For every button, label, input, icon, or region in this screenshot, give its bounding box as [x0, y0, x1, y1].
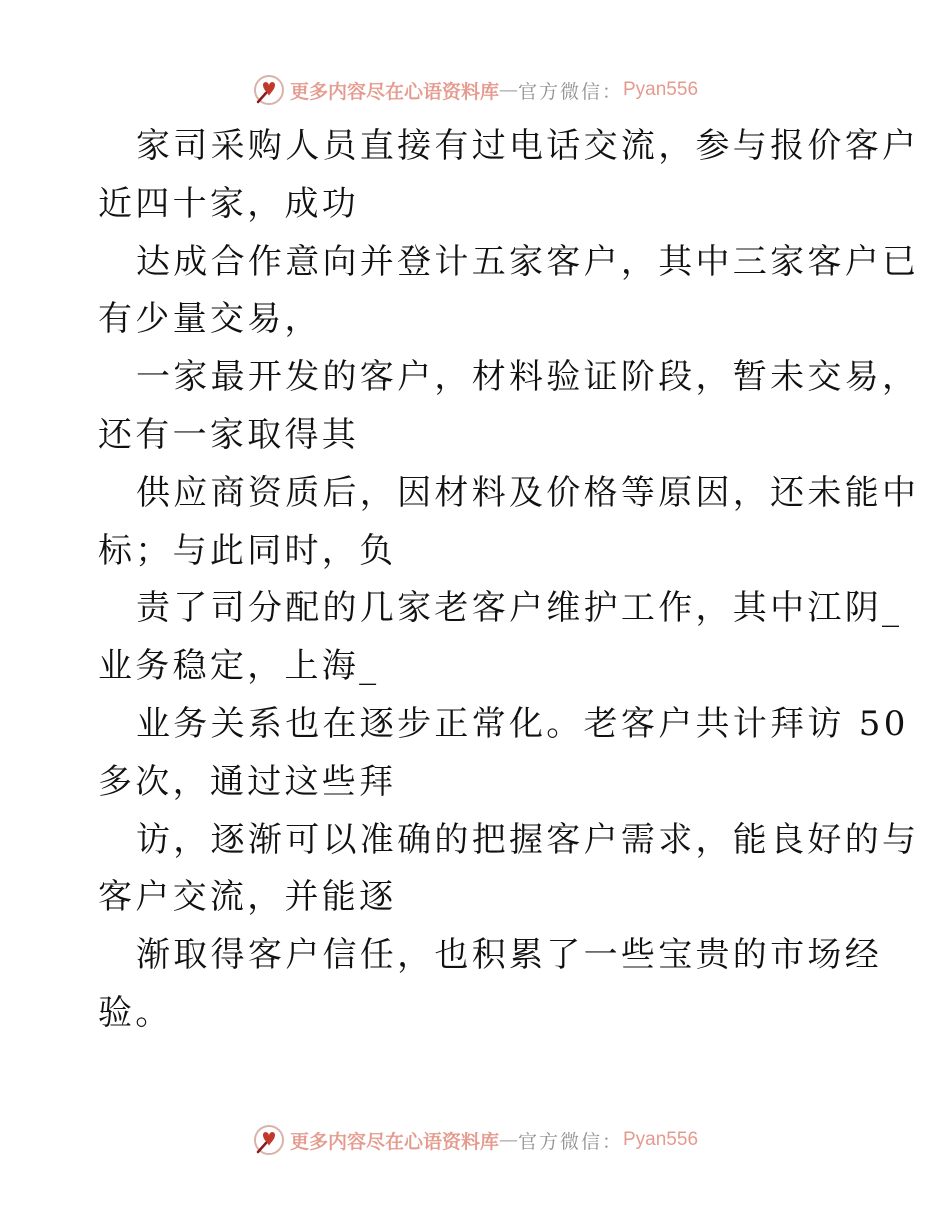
body-line: 业务关系也在逐步正常化。老客户共计拜访 50 [136, 703, 909, 744]
heart-pen-logo-icon [252, 73, 286, 107]
watermark-separator: — [498, 79, 518, 101]
body-line: 近四十家，成功 [98, 183, 360, 224]
heart-pen-logo-icon [252, 1123, 286, 1157]
body-line: 渐取得客户信任，也积累了一些宝贵的市场经 [136, 935, 882, 976]
body-line: 客户交流，并能逐 [98, 877, 397, 918]
body-line: 有少量交易， [98, 299, 322, 340]
watermark-brand-text: 更多内容尽在心语资料库 [289, 80, 499, 103]
watermark-wechat-id: Pyan556 [623, 79, 699, 100]
body-line: 业务稳定，上海_ [98, 646, 380, 687]
body-line: 责了司分配的几家老客户维护工作，其中江阴_ [136, 588, 903, 629]
body-line: 标；与此同时，负 [98, 530, 397, 571]
header-watermark [0, 70, 950, 110]
watermark-brand-text: 更多内容尽在心语资料库 [289, 1130, 499, 1153]
footer-watermark [0, 1120, 950, 1160]
body-line: 访，逐渐可以准确的把握客户需求，能良好的与 [136, 819, 920, 860]
body-line: 多次，通过这些拜 [98, 761, 397, 802]
body-line: 还有一家取得其 [98, 414, 360, 455]
body-line: 家司采购人员直接有过电话交流，参与报价客户 [136, 126, 920, 166]
watermark-wechat-id: Pyan556 [623, 1129, 699, 1150]
body-line: 供应商资质后，因材料及价格等原因，还未能中 [136, 472, 920, 513]
body-line: 验。 [98, 992, 173, 1033]
body-line: 一家最开发的客户，材料验证阶段，暂未交易， [136, 357, 920, 398]
watermark-separator: — [498, 1129, 518, 1151]
watermark-official-label: 官方微信： [517, 80, 623, 103]
body-line: 达成合作意向并登计五家客户，其中三家客户已 [136, 241, 920, 282]
watermark-official-label: 官方微信： [517, 1130, 623, 1153]
document-body [98, 118, 920, 1043]
